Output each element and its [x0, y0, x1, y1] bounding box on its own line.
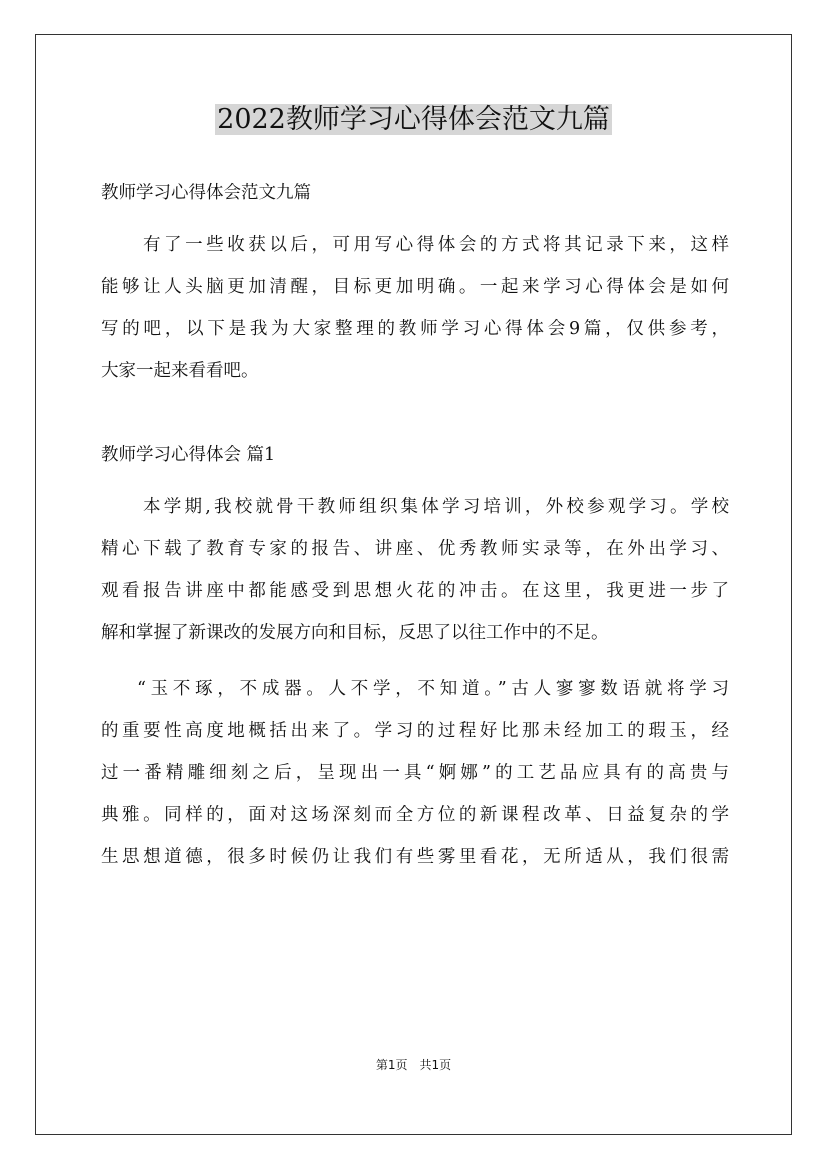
- text-line: 精心下载了教育专家的报告、讲座、优秀教师实录等，在外出学习、: [101, 539, 729, 559]
- text-line: 过一番精雕细刻之后，呈现出一具“婀娜”的工艺品应具有的高贵与: [101, 763, 729, 783]
- document-subtitle: 教师学习心得体会范文九篇: [101, 183, 311, 203]
- text-line: 观看报告讲座中都能感受到思想火花的冲击。在这里，我更进一步了: [101, 581, 729, 601]
- document-title: [0, 100, 827, 140]
- text-line: 解和掌握了新课改的发展方向和目标，反思了以往工作中的不足。: [101, 623, 609, 643]
- text-line: 的重要性高度地概括出来了。学习的过程好比那未经加工的瑕玉，经: [101, 721, 729, 741]
- text-line: “玉不琢，不成器。人不学，不知道。”古人寥寥数语就将学习: [137, 679, 729, 699]
- text-line: 有了一些收获以后，可用写心得体会的方式将其记录下来，这样: [143, 235, 729, 255]
- text-line: 本学期,我校就骨干教师组织集体学习培训，外校参观学习。学校: [143, 497, 729, 517]
- text-line: 写的吧，以下是我为大家整理的教师学习心得体会9篇，仅供参考，: [101, 319, 729, 339]
- section-paragraph-2: [101, 668, 729, 878]
- section-paragraph-1: [101, 486, 729, 654]
- text-line: 大家一起来看看吧。: [101, 361, 259, 381]
- text-line: 生思想道德，很多时候仍让我们有些雾里看花，无所适从，我们很需: [101, 847, 729, 867]
- section-heading: 教师学习心得体会 篇1: [101, 445, 276, 465]
- document-title-text: 2022教师学习心得体会范文九篇: [217, 104, 610, 135]
- text-line: 典雅。同样的，面对这场深刻而全方位的新课程改革、日益复杂的学: [101, 805, 729, 825]
- intro-paragraph: [101, 224, 729, 392]
- page-number-footer: 第1页 共1页: [375, 1058, 452, 1072]
- document-body: [101, 172, 729, 878]
- text-line: 能够让人头脑更加清醒，目标更加明确。一起来学习心得体会是如何: [101, 277, 729, 297]
